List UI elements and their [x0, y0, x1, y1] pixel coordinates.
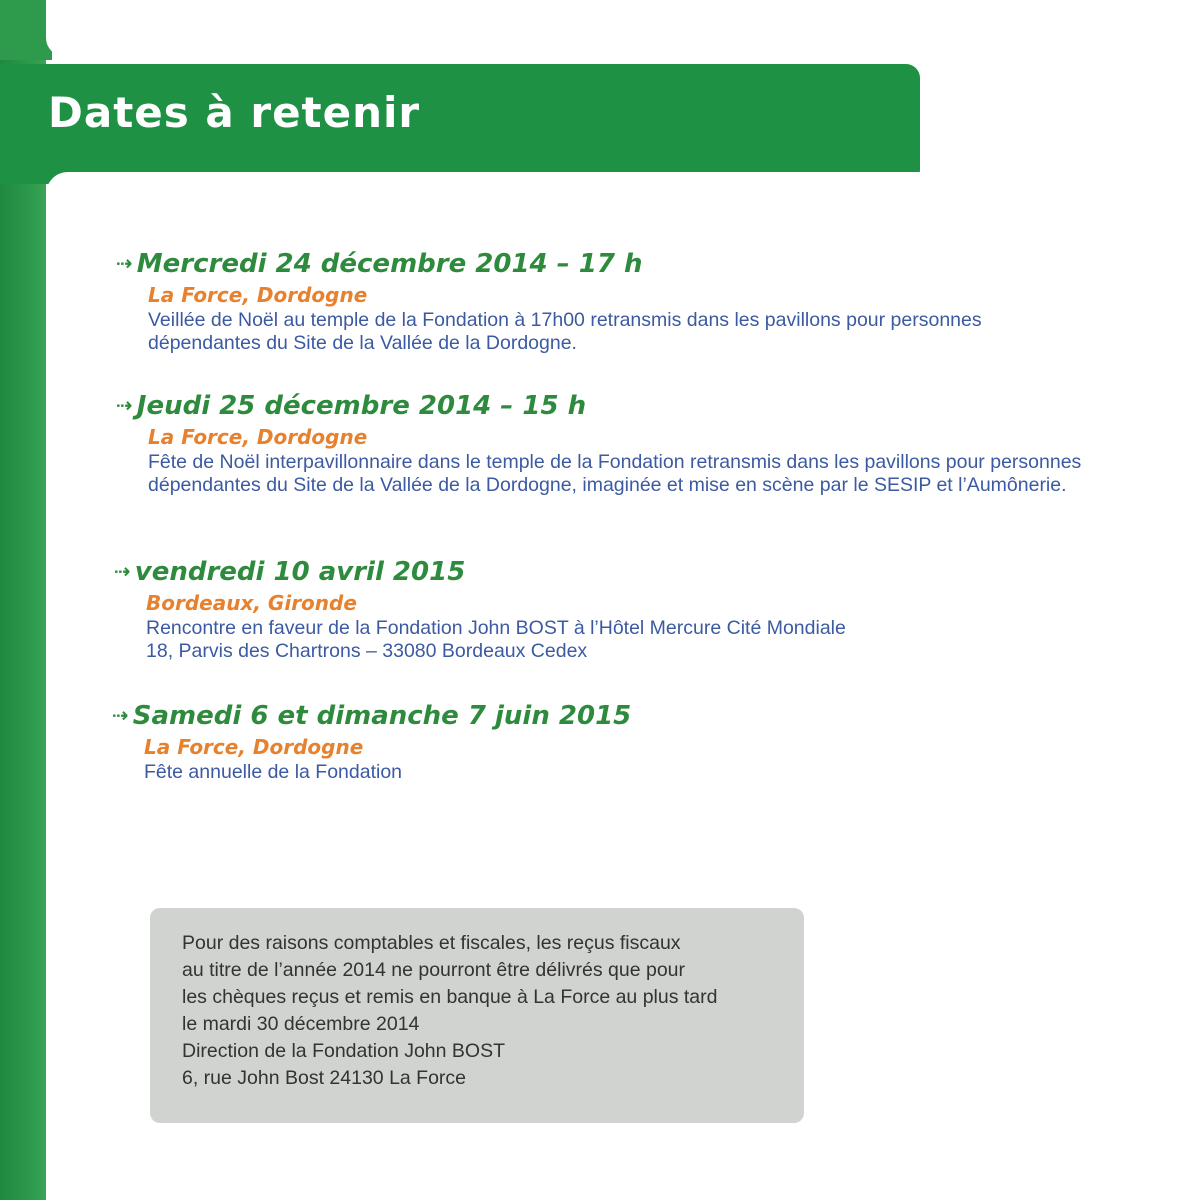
- event-description-line: 18, Parvis des Chartrons – 33080 Bordeaux Cedex: [146, 640, 588, 662]
- notice-line: au titre de l’année 2014 ne pourront être délivrés que pour: [182, 959, 686, 981]
- event-place: Bordeaux, Gironde: [146, 591, 357, 615]
- event-description: Fête annuelle de la Fondation: [144, 761, 403, 783]
- notice-line: Pour des raisons comptables et fiscales, les reçus fiscaux: [182, 932, 681, 954]
- event-description-line: Rencontre en faveur de la Fondation John BOST à l’Hôtel Mercure Cité Mondiale: [146, 617, 846, 639]
- event-place: La Force, Dordogne: [148, 425, 368, 449]
- notice-text: [182, 930, 792, 1092]
- event-item: [114, 556, 1114, 663]
- arrow-right-icon: ⇢: [116, 251, 133, 275]
- event-item: [116, 248, 1116, 355]
- event-description: Fête de Noël interpavillonnaire dans le temple de la Fondation retransmis dans les pavillons pour personnes dépendantes du Site de la Vallée de la Dordogne, imaginée et mise en scène par le SESIP et l’Aumônerie.: [148, 451, 1082, 496]
- event-date-text: Samedi 6 et dimanche 7 juin 2015: [132, 701, 632, 731]
- event-date: [116, 390, 1116, 421]
- event-date: [114, 556, 1114, 587]
- event-item: [116, 390, 1116, 497]
- notice-line: le mardi 30 décembre 2014: [182, 1013, 420, 1035]
- notice-box: [150, 908, 804, 1123]
- event-date: [116, 248, 1116, 279]
- event-date: [112, 700, 1112, 731]
- arrow-right-icon: ⇢: [116, 393, 133, 417]
- event-place: La Force, Dordogne: [148, 283, 368, 307]
- event-item: [112, 700, 1112, 784]
- event-place: La Force, Dordogne: [144, 735, 364, 759]
- event-date-text: Jeudi 25 décembre 2014 – 15 h: [136, 391, 587, 421]
- event-date-text: Mercredi 24 décembre 2014 – 17 h: [136, 249, 643, 279]
- page-title: Dates à retenir: [48, 88, 421, 137]
- arrow-right-icon: ⇢: [112, 703, 129, 727]
- green-frame-corner: [0, 0, 52, 60]
- notice-line: les chèques reçus et remis en banque à La Force au plus tard: [182, 986, 718, 1008]
- event-date-text: vendredi 10 avril 2015: [134, 557, 466, 587]
- event-description: [146, 617, 1086, 663]
- top-margin: [46, 0, 1181, 56]
- arrow-right-icon: ⇢: [114, 559, 131, 583]
- event-description: Veillée de Noël au temple de la Fondation à 17h00 retransmis dans les pavillons pour personnes dépendantes du Site de la Vallée de la Dordogne.: [148, 309, 982, 354]
- notice-line: Direction de la Fondation John BOST: [182, 1040, 506, 1062]
- notice-line: 6, rue John Bost 24130 La Force: [182, 1067, 467, 1089]
